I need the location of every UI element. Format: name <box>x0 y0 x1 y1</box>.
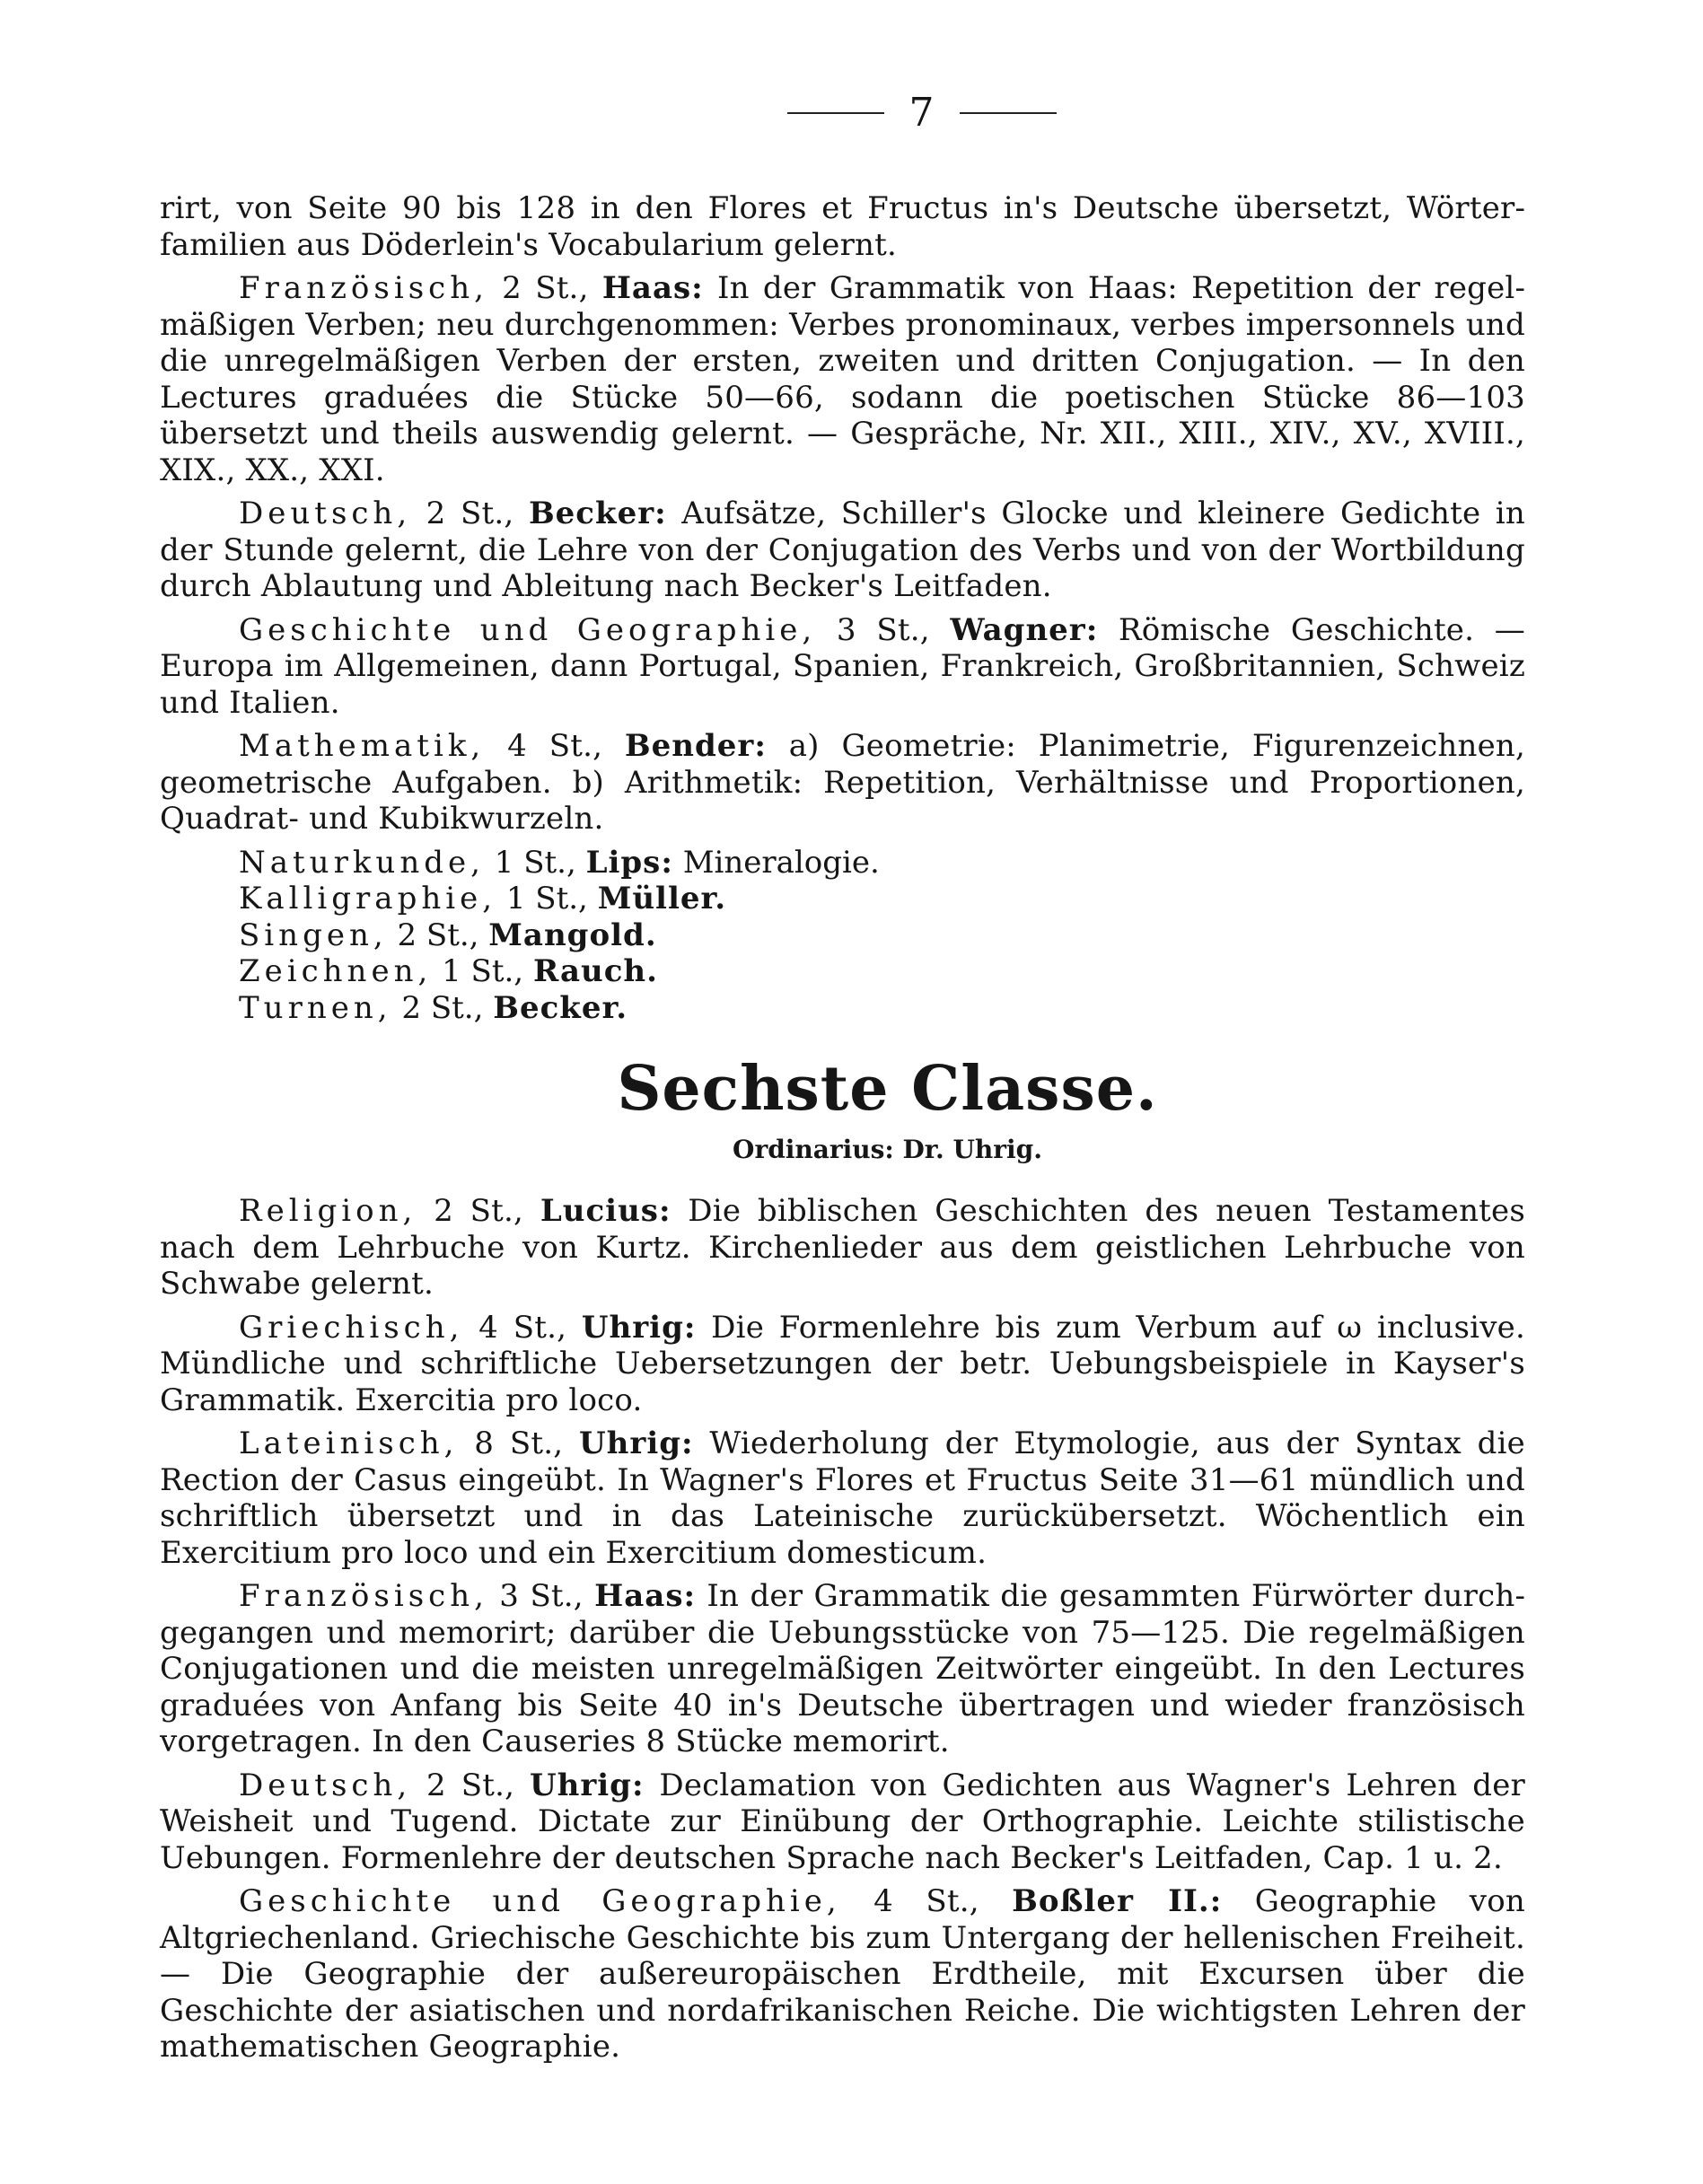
subject-label: Deutsch, <box>239 1767 412 1803</box>
paragraph-franzoesisch-bottom <box>160 1578 1525 1760</box>
subject-label: Naturkunde, <box>239 844 485 881</box>
paragraph-deutsch-top <box>160 496 1525 605</box>
paragraph-mathematik-top <box>160 728 1525 838</box>
teacher-name: Müller. <box>597 881 727 917</box>
line-text: Mineralogie. <box>682 844 880 881</box>
subject-label: Singen, <box>239 917 388 953</box>
line-turnen <box>160 990 1525 1027</box>
paragraph-text: rirt, von Seite 90 bis 128 in den Flores et Fructus in's Deutsche übersetzt, Wörterfamilien aus Döderlein's Vocabularium gelernt. <box>160 190 1525 263</box>
hours-label: 1 St., <box>442 953 524 989</box>
hours-label: 3 St., <box>499 1578 584 1614</box>
paragraph-deutsch-bottom <box>160 1767 1525 1877</box>
teacher-name: Bender: <box>624 728 767 764</box>
subject-label: Mathematik, <box>239 728 486 764</box>
teacher-name: Rauch. <box>532 953 658 989</box>
hours-label: 4 St., <box>478 1309 567 1346</box>
teacher-name: Becker: <box>528 496 667 531</box>
line-zeichnen <box>160 953 1525 990</box>
hours-label: 2 St., <box>397 917 479 953</box>
line-kalligraphie <box>160 881 1525 917</box>
subject-label: Religion, <box>239 1193 417 1229</box>
paragraph-text: Römische Geschichte. — Europa im Allgemeinen, dann Portugal, Spanien, Frankreich, Großbritannien, Schweiz und Italien. <box>160 611 1525 721</box>
teacher-name: Haas: <box>601 270 704 306</box>
hours-label: 1 St., <box>494 844 576 881</box>
paragraph-text: In der Grammatik von Haas: Repetition der regelmäßigen Verben; neu durchgenommen: Verbes pronominaux, verbes impersonnels und die unregelmäßigen Verben der ersten, zweiten und dritten Conjugation. — In den Lectures graduées die Stücke 50—66, sodann die poetischen Stücke 86—103 übersetzt und theils auswendig gelernt. — Gespräche, Nr. XII., XIII., XIV., XV., XVIII., XIX., XX., XXI. <box>160 270 1526 488</box>
hours-label: 2 St., <box>426 1767 515 1803</box>
subject-label: Deutsch, <box>239 496 412 531</box>
hours-label: 2 St., <box>502 270 589 306</box>
paragraph-text: a) Geometrie: Planimetrie, Figurenzeichnen, geometrische Aufgaben. b) Arithmetik: Repetition, Verhältnisse und Proportionen, Quadrat- und Kubikwurzeln. <box>160 728 1525 837</box>
header-rule-right <box>960 112 1057 114</box>
hours-label: 4 St., <box>507 728 603 764</box>
teacher-name: Uhrig: <box>579 1425 694 1461</box>
teacher-name: Lips: <box>585 844 673 881</box>
paragraph-geschichte-top <box>160 612 1525 722</box>
page-header <box>318 86 1525 140</box>
subject-label: Griechisch, <box>239 1309 464 1346</box>
paragraph-griechisch <box>160 1310 1525 1419</box>
paragraph-text: Declamation von Gedichten aus Wagner's Lehren der Weisheit und Tugend. Dictate zur Einübung der Orthographie. Leichte stilistische Uebungen. Formenlehre der deutschen Sprache nach Becker's Leitfaden, Cap. 1 u. 2. <box>160 1767 1525 1876</box>
subject-label: Französisch, <box>239 1578 488 1614</box>
subject-label: Geschichte und Geographie, <box>239 1883 841 1919</box>
hours-label: 8 St., <box>474 1425 564 1461</box>
subject-label: Französisch, <box>239 270 488 306</box>
ordinarius-label: Ordinarius: <box>733 1135 894 1164</box>
teacher-name: Becker. <box>493 989 628 1026</box>
teacher-name: Boßler II.: <box>1012 1883 1223 1919</box>
paragraph-text: Geographie von Altgriechenland. Griechische Geschichte bis zum Untergang der hellenischen Freiheit. — Die Geographie der außereuropäischen Erdtheile, mit Excursen über die Geschichte der asiatischen und nordafrikanischen Reiche. Die wichtigsten Lehren der mathematischen Geographie. <box>160 1883 1525 2065</box>
subject-label: Kalligraphie, <box>239 881 497 917</box>
teacher-name: Wagner: <box>950 611 1099 648</box>
hours-label: 2 St., <box>434 1193 524 1229</box>
header-rule-left <box>787 112 884 114</box>
teacher-name: Uhrig: <box>581 1309 697 1346</box>
paragraph-text: Die biblischen Geschichten des neuen Testamentes nach dem Lehrbuche von Kurtz. Kirchenlieder aus dem geistlichen Lehrbuche von Schwabe gelernt. <box>160 1193 1526 1302</box>
paragraph-text: Wiederholung der Etymologie, aus der Syntax die Rection der Casus eingeübt. In Wagner's Flores et Fructus Seite 31—61 mündlich und schriftlich übersetzt und in das Lateinische zurückübersetzt. Wöchentlich ein Exercitium pro loco und ein Exercitium domesticum. <box>160 1425 1525 1571</box>
paragraph-geschichte-bottom <box>160 1883 1525 2066</box>
hours-label: 3 St., <box>836 611 930 648</box>
paragraph-text: Die Formenlehre bis zum Verbum auf ω inclusive. Mündliche und schriftliche Uebersetzungen der betr. Uebungsbeispiele in Kayser's Grammatik. Exercitia pro loco. <box>160 1309 1525 1418</box>
subject-label: Zeichnen, <box>239 953 433 989</box>
paragraph-religion <box>160 1193 1525 1303</box>
line-singen <box>160 917 1525 954</box>
ordinarius-line <box>160 1132 1525 1168</box>
teacher-name: Lucius: <box>540 1193 672 1229</box>
hours-label: 4 St., <box>873 1883 979 1919</box>
paragraph-lateinisch <box>160 1425 1525 1571</box>
subject-label: Lateinisch, <box>239 1425 459 1461</box>
hours-label: 1 St., <box>505 881 588 917</box>
line-naturkunde <box>160 845 1525 881</box>
hours-label: 2 St., <box>401 989 484 1026</box>
subject-label: Turnen, <box>239 989 392 1026</box>
subject-label: Geschichte und Geographie, <box>239 611 817 648</box>
paragraph-franzoesisch-top <box>160 270 1525 488</box>
paragraph-continuation <box>160 190 1525 263</box>
teacher-name: Mangold. <box>488 917 657 953</box>
paragraph-text: Aufsätze, Schiller's Glocke und kleinere Gedichte in der Stunde gelernt, die Lehre von der Conjugation des Verbs und von der Wortbildung durch Ablautung und Ableitung nach Becker's Leitfaden. <box>160 496 1525 604</box>
teacher-name: Haas: <box>594 1578 697 1614</box>
class-heading: Sechste Classe. <box>617 1053 1158 1125</box>
teacher-name: Uhrig: <box>529 1767 645 1803</box>
hours-label: 2 St., <box>426 496 514 531</box>
paragraph-text: In der Grammatik die gesammten Fürwörter durchgegangen und memorirt; darüber die Uebungsstücke von 75—125. Die regelmäßigen Conjugationen und die meisten unregelmäßigen Zeitwörter eingeübt. In den Lectures graduées von Anfang bis Seite 40 in's Deutsche übertragen und wieder französisch vorgetragen. In den Causeries 8 Stücke memorirt. <box>160 1578 1525 1759</box>
ordinarius-name: Dr. Uhrig. <box>902 1135 1042 1164</box>
page-number: 7 <box>909 90 935 136</box>
